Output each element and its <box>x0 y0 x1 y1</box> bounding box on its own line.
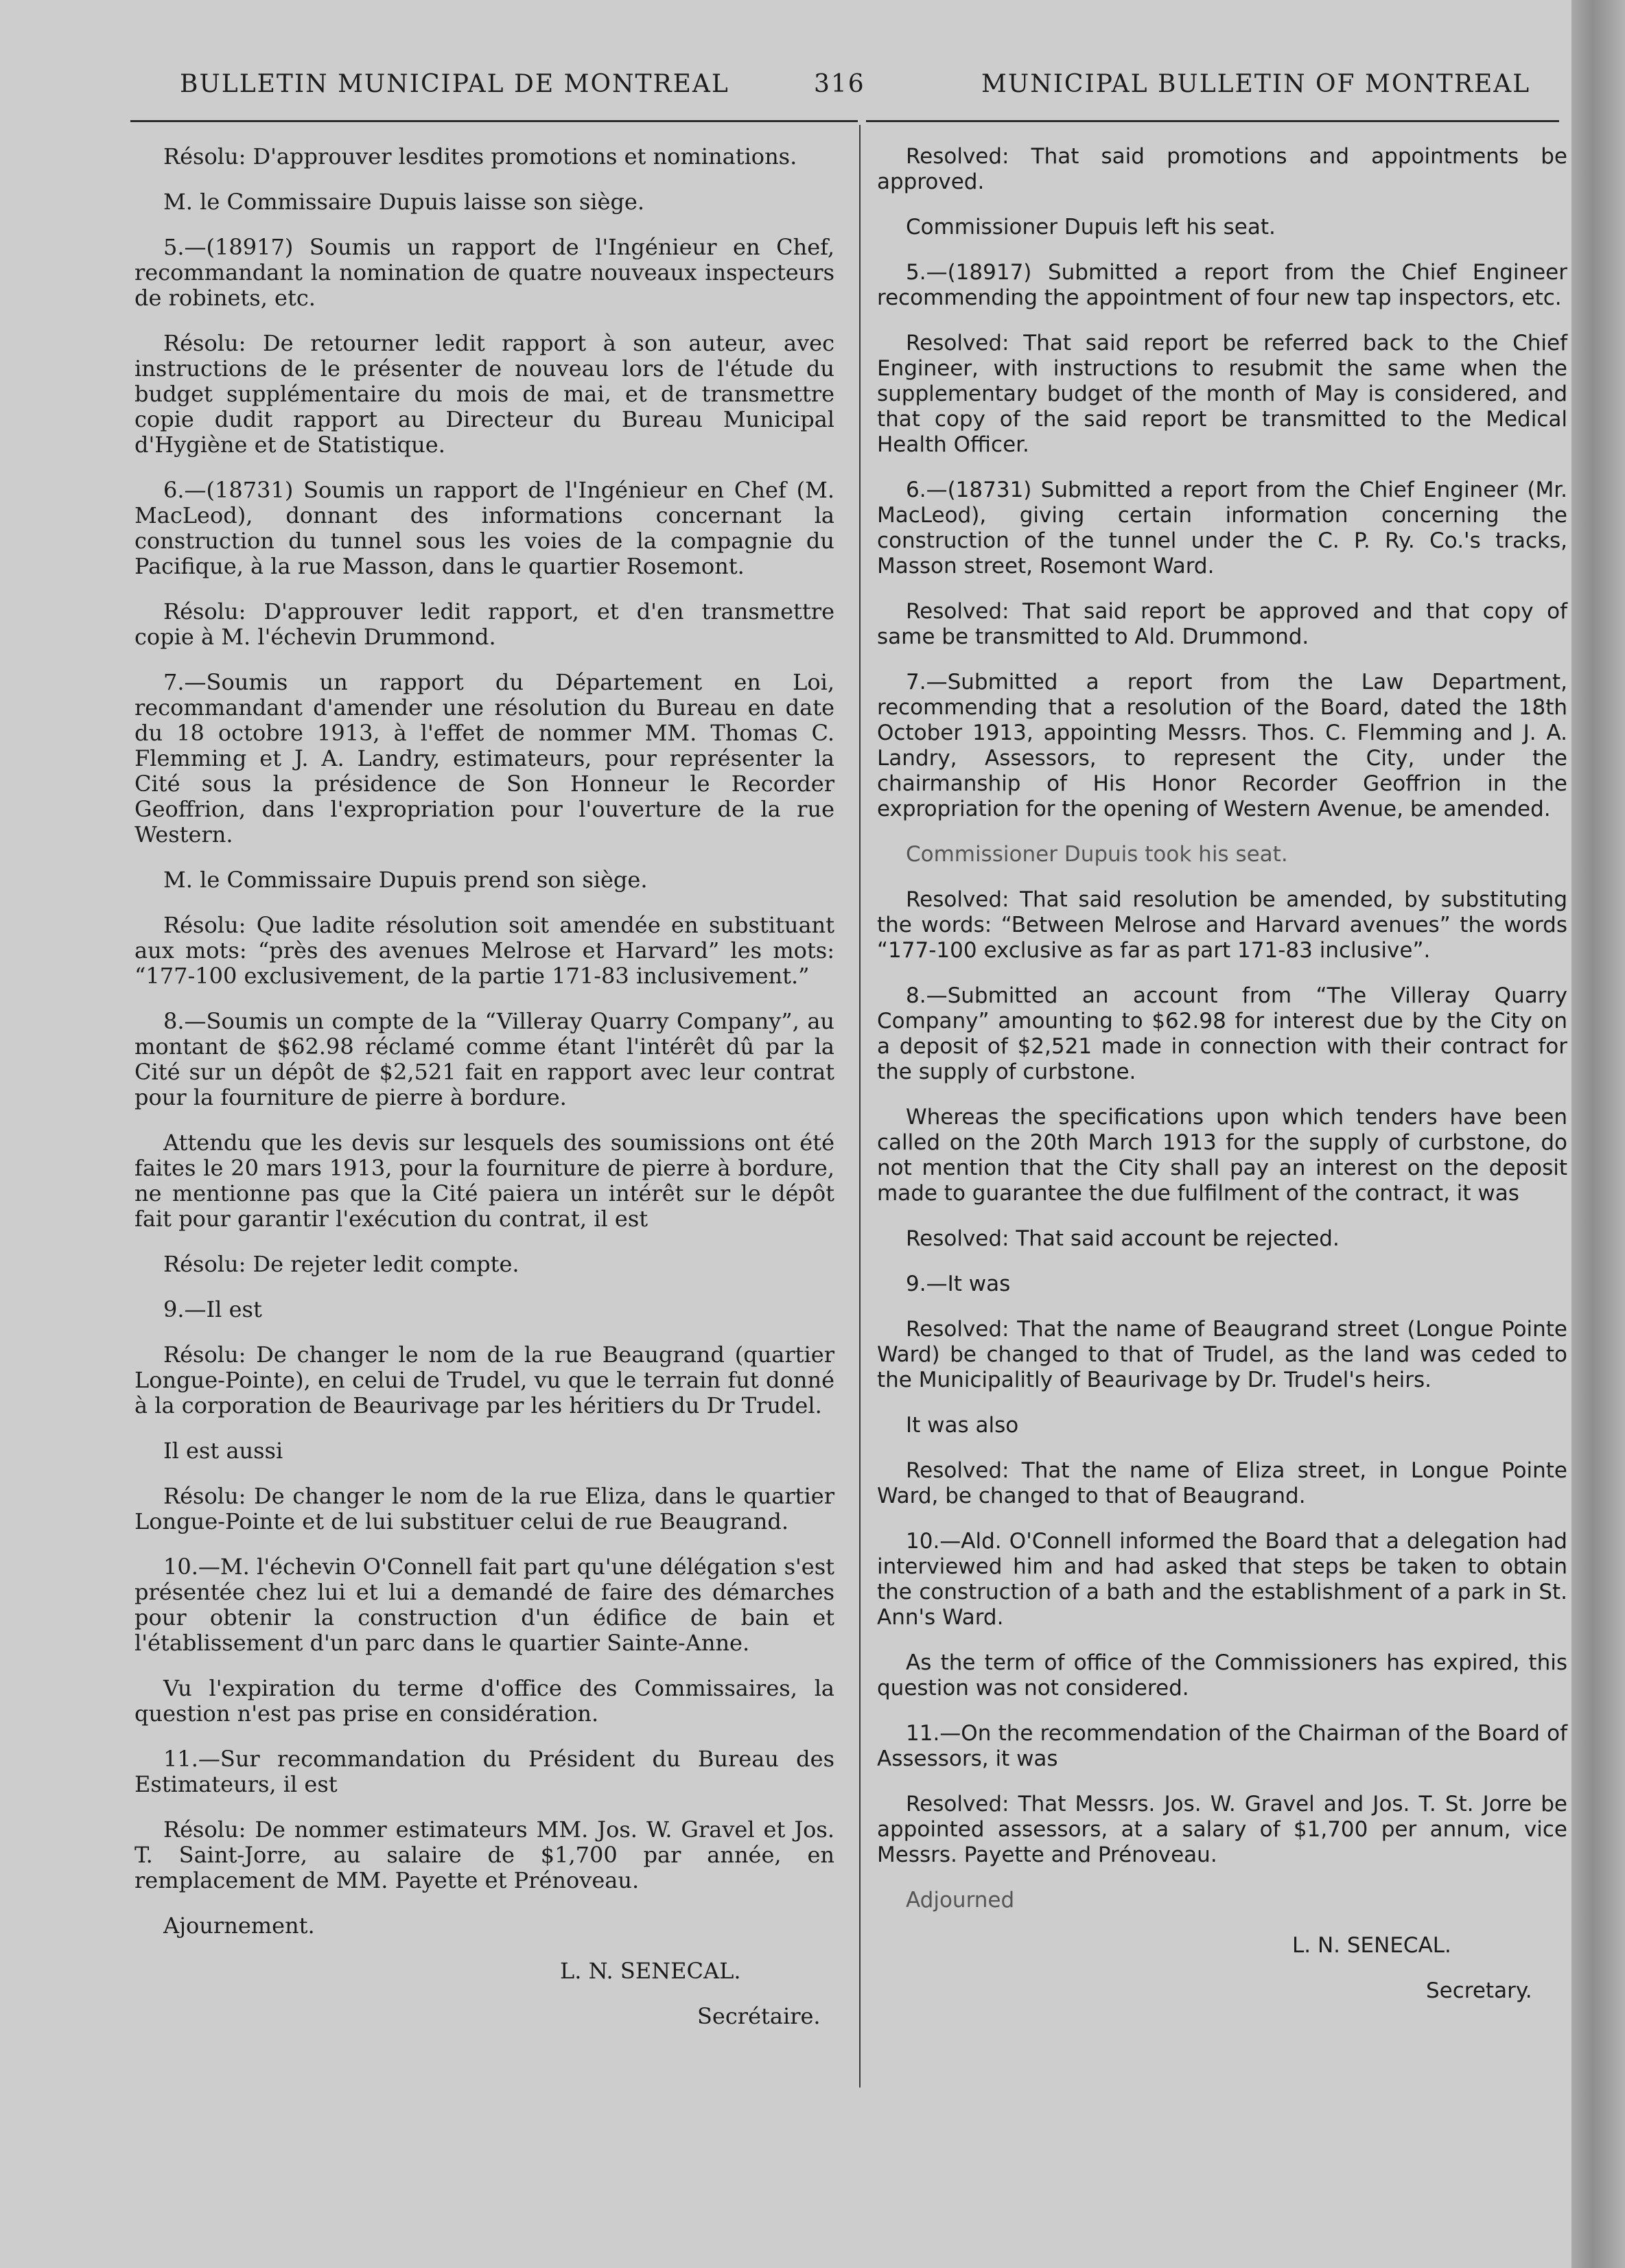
english-paragraph: Resolved: That said report be referred back to the Chief Engineer, with instructions to resubmit the same when the supplementary budget of the month of May is considered, and that copy of the said report be transmitted to the Medical Health Officer. <box>877 331 1567 457</box>
english-paragraph: Resolved: That Messrs. Jos. W. Gravel and Jos. T. St. Jorre be appointed assessors, at a salary of $1,700 per annum, vice Messrs. Payette and Prénoveau. <box>877 1792 1567 1867</box>
french-paragraph: Résolu: D'approuver lesdites promotions et nominations. <box>163 143 797 169</box>
english-paragraph: 7.—Submitted a report from the Law Department, recommending that a resolution of the Board, dated the 18th October 1913, appointing Messrs. Thos. C. Flemming and J. A. Landry, Assessors, to represent the City, under the chairmanship of His Honor Recorder Geoffrion in the expropriation for the opening of Western Avenue, be amended. <box>877 670 1567 821</box>
french-paragraph: 10.—M. l'échevin O'Connell fait part qu'une délégation s'est présentée chez lui et lui a demandé de faire des démarches pour obtenir la construction d'un édifice de bain et l'établissement d'un parc dans le quartier Sainte-Anne. <box>135 1554 834 1656</box>
french-paragraph: Il est aussi <box>163 1438 283 1464</box>
french-paragraph: M. le Commissaire Dupuis laisse son siège. <box>163 189 645 215</box>
french-paragraph: 11.—Sur recommandation du Président du Bureau des Estimateurs, il est <box>135 1746 834 1797</box>
page-header <box>0 70 1571 111</box>
french-paragraph: Résolu: De retourner ledit rapport à son auteur, avec instructions de le présenter de nouveau lors de l'étude du budget supplémentaire du mois de mai, et de transmettre copie dudit rapport au Directeur du Bureau Municipal d'Hygiène et de Statistique. <box>135 330 834 458</box>
french-paragraph: 9.—Il est <box>163 1296 262 1322</box>
english-paragraph: Resolved: That the name of Eliza street, in Longue Pointe Ward, be changed to that of Beaugrand. <box>877 1458 1567 1508</box>
english-paragraph: Commissioner Dupuis left his seat. <box>906 215 1276 239</box>
header-rule-left <box>130 120 858 122</box>
english-paragraph: 6.—(18731) Submitted a report from the Chief Engineer (Mr. MacLeod), giving certain information concerning the construction of the tunnel under the C. P. Ry. Co.'s tracks, Masson street, Rosemont Ward. <box>877 478 1567 578</box>
english-paragraph: Resolved: That the name of Beaugrand street (Longue Pointe Ward) be changed to that of Trudel, as the land was ceded to the Municipalitly of Beaurivage by Dr. Trudel's heirs. <box>877 1317 1567 1392</box>
french-paragraph: Vu l'expiration du terme d'office des Commissaires, la question n'est pas prise en considération. <box>135 1675 834 1727</box>
english-paragraph: 10.—Ald. O'Connell informed the Board that a delegation had interviewed him and had asked that steps be taken to obtain the construction of a bath and the establishment of a park in St. Ann's Ward. <box>877 1529 1567 1630</box>
french-paragraph: 7.—Soumis un rapport du Département en Loi, recommandant d'amender une résolution du Bureau en date du 18 octobre 1913, à l'effet de nommer MM. Thomas C. Flemming et J. A. Landry, estimateurs, pour représenter la Cité sous la présidence de Son Honneur le Recorder Geoffrion, dans l'expropriation pour l'ouverture de la rue Western. <box>135 669 834 847</box>
page-number: 316 <box>814 70 865 98</box>
english-paragraph: 8.—Submitted an account from “The Villeray Quarry Company” amounting to $62.98 for interest due by the City on a deposit of $2,521 made in connection with their contract for the supply of curbstone. <box>877 983 1567 1084</box>
french-paragraph: 8.—Soumis un compte de la “Villeray Quarry Company”, au montant de $62.98 réclamé comme étant l'intérêt dû par la Cité sur un dépôt de $2,521 fait en rapport avec leur contrat pour la fourniture de pierre à bordure. <box>135 1008 834 1110</box>
english-signature-title: Secretary. <box>1426 1978 1532 2003</box>
french-paragraph: 6.—(18731) Soumis un rapport de l'Ingénieur en Chef (M. MacLeod), donnant des informations concernant la construction du tunnel sous les voies de la compagnie du Pacifique, à la rue Masson, dans le quartier Rosemont. <box>135 477 834 579</box>
header-title-english: MUNICIPAL BULLETIN OF MONTREAL <box>981 70 1531 98</box>
english-paragraph: As the term of office of the Commissioners has expired, this question was not considered. <box>877 1650 1567 1700</box>
french-paragraph: Ajournement. <box>163 1913 315 1939</box>
french-paragraph: Résolu: Que ladite résolution soit amendée en substituant aux mots: “près des avenues Melrose et Harvard” les mots: “177-100 exclusivement, de la partie 171-83 inclusivement.” <box>135 912 834 989</box>
french-paragraph: Résolu: De rejeter ledit compte. <box>163 1251 519 1277</box>
french-paragraph: Résolu: D'approuver ledit rapport, et d'en transmettre copie à M. l'échevin Drummond. <box>135 598 834 650</box>
english-paragraph: It was also <box>906 1413 1019 1438</box>
french-paragraph: M. le Commissaire Dupuis prend son siège. <box>163 867 648 893</box>
french-paragraph: Résolu: De changer le nom de la rue Eliza, dans le quartier Longue-Pointe et de lui substituer celui de rue Beaugrand. <box>135 1483 834 1534</box>
page-binding-edge <box>1571 0 1625 2268</box>
english-paragraph: 11.—On the recommendation of the Chairman of the Board of Assessors, it was <box>877 1721 1567 1771</box>
french-signature-name: L. N. SENECAL. <box>560 1958 741 1984</box>
french-signature-title: Secrétaire. <box>697 2003 821 2029</box>
english-paragraph: Resolved: That said report be approved and that copy of same be transmitted to Ald. Drummond. <box>877 599 1567 649</box>
english-column <box>877 144 1567 2024</box>
english-paragraph: Resolved: That said account be rejected. <box>906 1226 1340 1251</box>
column-divider <box>859 125 861 2088</box>
header-title-french: BULLETIN MUNICIPAL DE MONTREAL <box>180 70 729 98</box>
french-paragraph: 5.—(18917) Soumis un rapport de l'Ingénieur en Chef, recommandant la nomination de quatre nouveaux inspecteurs de robinets, etc. <box>135 234 834 311</box>
french-paragraph: Attendu que les devis sur lesquels des soumissions ont été faites le 20 mars 1913, pour la fourniture de pierre à bordure, ne mentionne pas que la Cité paiera un intérêt sur le dépôt fait pour garantir l'exécution du contrat, il est <box>135 1130 834 1232</box>
header-rule-right <box>866 120 1559 122</box>
english-paragraph: 5.—(18917) Submitted a report from the Chief Engineer recommending the appointment of four new tap inspectors, etc. <box>877 260 1567 310</box>
english-paragraph: Resolved: That said resolution be amended, by substituting the words: “Between Melrose and Harvard avenues” the words “177-100 exclusive as far as part 171-83 inclusive”. <box>877 887 1567 963</box>
french-paragraph: Résolu: De nommer estimateurs MM. Jos. W. Gravel et Jos. T. Saint-Jorre, au salaire de $1,700 par année, en remplacement de MM. Payette et Prénoveau. <box>135 1816 834 1893</box>
french-paragraph: Résolu: De changer le nom de la rue Beaugrand (quartier Longue-Pointe), en celui de Trudel, vu que le terrain fut donné à la corporation de Beaurivage par les héritiers du Dr Trudel. <box>135 1342 834 1418</box>
english-paragraph: Resolved: That said promotions and appointments be approved. <box>877 144 1567 194</box>
english-paragraph: Adjourned <box>906 1888 1015 1913</box>
english-signature-name: L. N. SENECAL. <box>1292 1933 1451 1958</box>
english-paragraph: Whereas the specifications upon which tenders have been called on the 20th March 1913 for the supply of curbstone, do not mention that the City shall pay an interest on the deposit made to guarantee the due fulfilment of the contract, it was <box>877 1105 1567 1206</box>
french-column <box>135 144 834 2049</box>
english-paragraph: Commissioner Dupuis took his seat. <box>906 842 1288 867</box>
english-paragraph: 9.—It was <box>906 1272 1011 1296</box>
